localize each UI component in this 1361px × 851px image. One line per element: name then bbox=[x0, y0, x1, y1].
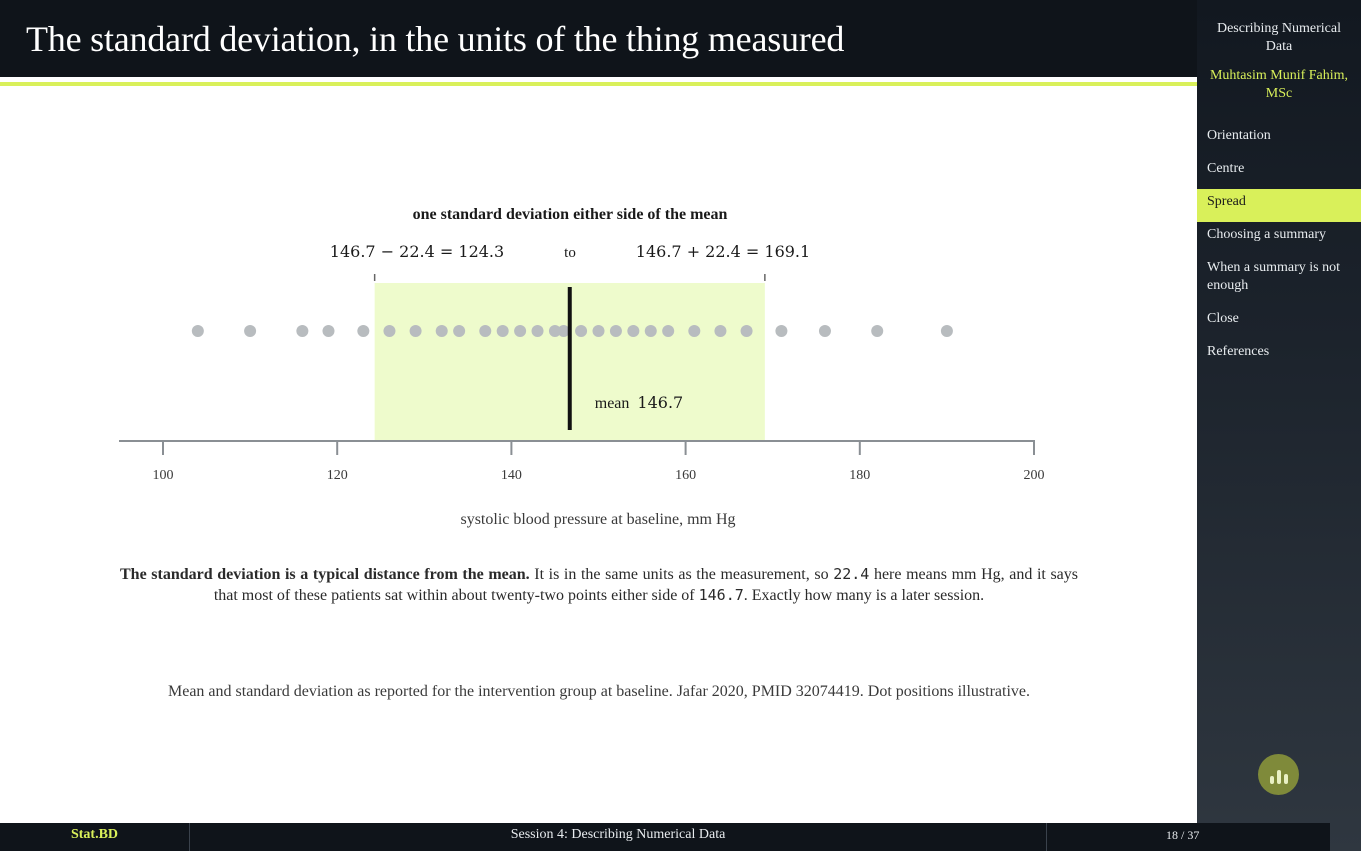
band-label-lower: 146.7 − 22.4 = 124.3 bbox=[329, 242, 505, 261]
x-tick-label: 100 bbox=[152, 468, 174, 483]
page-title: The standard deviation, in the units of the thing measured bbox=[26, 19, 845, 59]
band-label-to: to bbox=[564, 245, 576, 261]
data-point bbox=[741, 325, 753, 337]
deck-title: Describing Numerical Data bbox=[1216, 21, 1341, 54]
data-point bbox=[244, 325, 256, 337]
data-point bbox=[662, 325, 674, 337]
sidebar-item-references[interactable]: References bbox=[1207, 344, 1270, 359]
x-axis-label: systolic blood pressure at baseline, mm Hg bbox=[460, 511, 736, 528]
sidebar-item-choosing-a-summary[interactable]: Choosing a summary bbox=[1207, 227, 1326, 242]
data-point bbox=[610, 325, 622, 337]
paragraph-part1: It is in the same units as the measurement, so bbox=[529, 566, 834, 583]
x-axis-ticks bbox=[153, 441, 1045, 483]
data-point bbox=[575, 325, 587, 337]
explanation-paragraph bbox=[120, 564, 1078, 606]
sidebar bbox=[1197, 0, 1361, 851]
paragraph-lead: The standard deviation is a typical distance from the mean. bbox=[120, 566, 530, 583]
bar-chart-logo-icon[interactable] bbox=[1258, 754, 1299, 795]
sidebar-item-close[interactable]: Close bbox=[1207, 311, 1239, 326]
mean-label-prefix: mean bbox=[594, 395, 630, 412]
slide-footer bbox=[0, 823, 1330, 851]
paragraph-part2: here means mm Hg, and it says that most of these patients sat within about twenty-two points either side of bbox=[213, 566, 1079, 604]
paragraph-value-sd: 22.4 bbox=[833, 565, 870, 583]
data-point bbox=[688, 325, 700, 337]
band-label-upper: 146.7 + 22.4 = 169.1 bbox=[635, 242, 811, 261]
header-accent-rule bbox=[0, 82, 1197, 86]
data-point bbox=[410, 325, 422, 337]
sidebar-item-centre[interactable]: Centre bbox=[1207, 161, 1245, 176]
section-nav bbox=[1197, 123, 1361, 372]
footer-brand[interactable]: Stat.BD bbox=[0, 823, 190, 851]
data-point bbox=[383, 325, 395, 337]
data-point bbox=[871, 325, 883, 337]
data-point bbox=[645, 325, 657, 337]
data-point bbox=[192, 325, 204, 337]
sidebar-item-orientation[interactable]: Orientation bbox=[1207, 128, 1271, 143]
data-point bbox=[532, 325, 544, 337]
logo-bar bbox=[1284, 774, 1288, 784]
data-point bbox=[357, 325, 369, 337]
x-tick-label: 160 bbox=[675, 468, 697, 483]
chart-title: one standard deviation either side of the mean bbox=[412, 206, 728, 223]
data-point bbox=[627, 325, 639, 337]
data-point bbox=[941, 325, 953, 337]
data-point bbox=[714, 325, 726, 337]
data-point bbox=[436, 325, 448, 337]
mean-label-value: 146.7 bbox=[637, 393, 684, 412]
sd-chart bbox=[0, 190, 1197, 540]
mean-label bbox=[595, 393, 683, 412]
data-point bbox=[819, 325, 831, 337]
x-tick-label: 180 bbox=[849, 468, 871, 483]
logo-bar bbox=[1270, 776, 1274, 784]
data-point bbox=[453, 325, 465, 337]
data-point bbox=[296, 325, 308, 337]
paragraph-value-mean: 146.7 bbox=[698, 586, 744, 604]
paragraph-part3: . Exactly how many is a later session. bbox=[743, 587, 985, 604]
data-point bbox=[775, 325, 787, 337]
sidebar-item-when-a-summary-is-not-enough[interactable]: When a summary is not enough bbox=[1207, 260, 1340, 293]
footer-session-title: Session 4: Describing Numerical Data bbox=[190, 823, 1047, 851]
slide-header bbox=[0, 0, 1197, 77]
data-point bbox=[322, 325, 334, 337]
author-name: Muhtasim Munif Fahim, MSc bbox=[1209, 68, 1349, 101]
data-point bbox=[497, 325, 509, 337]
sidebar-item-spread[interactable]: Spread bbox=[1197, 189, 1361, 222]
x-tick-label: 140 bbox=[500, 468, 522, 483]
x-tick-label: 200 bbox=[1023, 468, 1045, 483]
data-point bbox=[593, 325, 605, 337]
logo-bar bbox=[1277, 770, 1281, 784]
page-number: 18 / 37 bbox=[1166, 828, 1200, 842]
x-tick-label: 120 bbox=[326, 468, 348, 483]
data-point bbox=[479, 325, 491, 337]
source-note: Mean and standard deviation as reported for the intervention group at baseline. Jafar 2020, PMID 32074419. Dot positions illustrative. bbox=[167, 683, 1031, 700]
data-point bbox=[514, 325, 526, 337]
